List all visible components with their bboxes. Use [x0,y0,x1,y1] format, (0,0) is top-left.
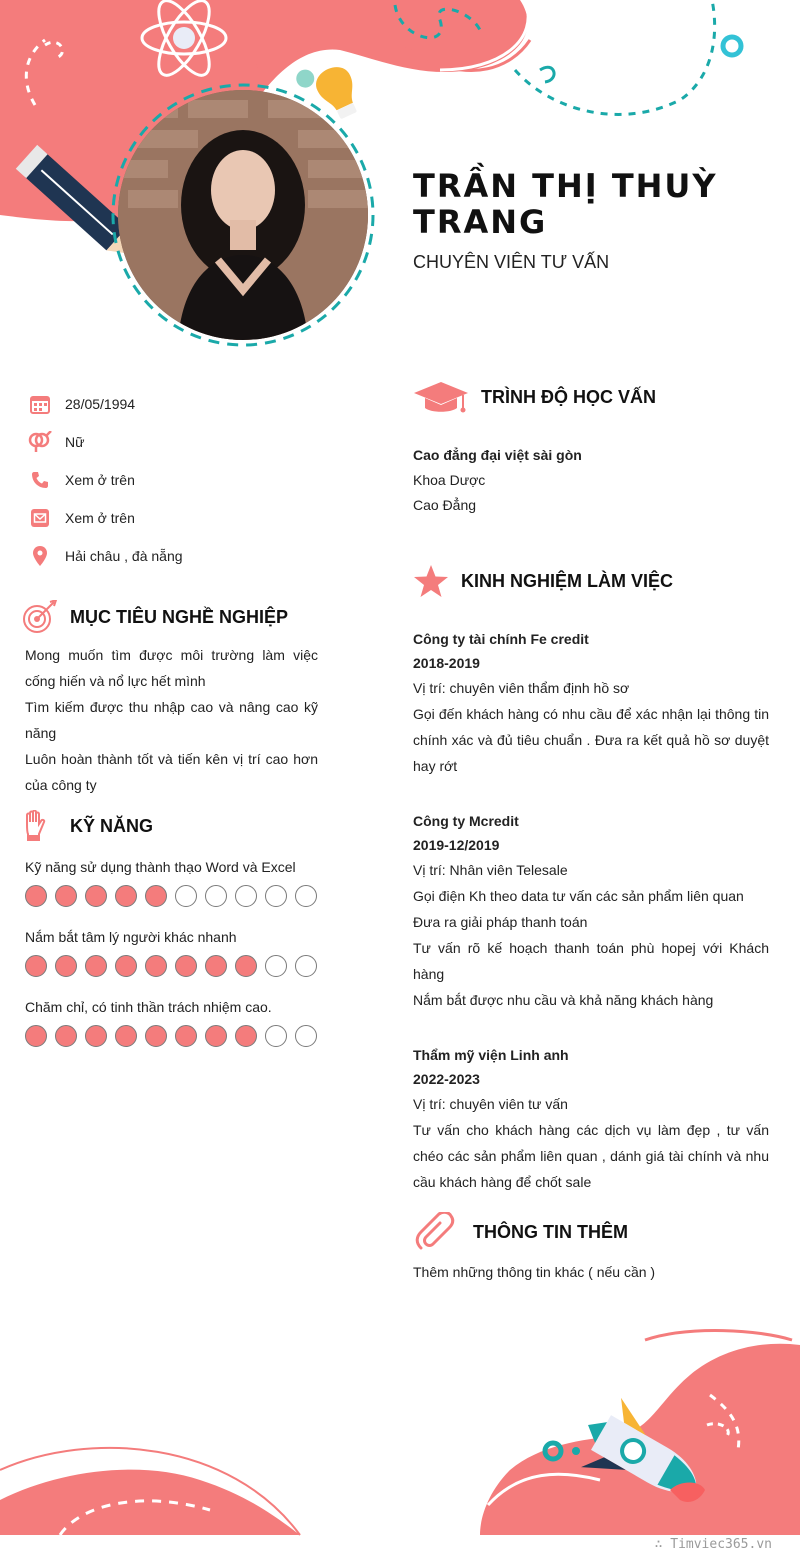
skill-name: Chăm chỉ, có tinh thần trách nhiệm cao. [25,999,272,1015]
contact-value: Xem ở trên [65,472,135,488]
contact-address [28,537,348,575]
rating-dot-empty [295,955,317,977]
contact-value: 28/05/1994 [65,396,136,412]
experience-item [413,627,769,779]
rating-dot-filled [85,955,107,977]
experience-line: Vị trí: Nhân viên Telesale [413,862,568,878]
rating-dot-filled [115,1025,137,1047]
contact-phone [28,461,348,499]
rating-dot-empty [265,1025,287,1047]
rating-dot-filled [145,885,167,907]
objective-line: Luôn hoàn thành tốt và tiến kên vị trí cao hơn của công ty [25,751,318,793]
paperclip-icon [413,1212,473,1252]
star-icon [413,561,461,601]
skill-name: Nắm bắt tâm lý người khác nhanh [25,929,237,945]
rating-dot-filled [55,1025,77,1047]
skills-heading [22,806,153,846]
work-period: 2019-12/2019 [413,837,500,853]
profile-photo [118,90,368,340]
section-title: KỸ NĂNG [70,815,154,836]
job-title: CHUYÊN VIÊN TƯ VẤN [413,252,610,272]
experience-line: Gọi điện Kh theo data tư vấn các sản phẩm liên quan [413,888,744,904]
rating-dot-filled [235,1025,257,1047]
rating-dot-empty [205,885,227,907]
rating-dot-filled [55,955,77,977]
rating-dot-filled [205,955,227,977]
skill-rating [25,955,325,979]
rating-dot-filled [175,955,197,977]
phone-icon [28,469,52,491]
rating-dot-empty [265,885,287,907]
contact-value: Xem ở trên [65,510,135,526]
skills-list [25,855,325,1065]
contact-gender [28,423,348,461]
target-icon [22,597,70,637]
profile-photo-frame [110,82,376,348]
contact-birthdate [28,385,348,423]
candidate-name: TRẦN THỊ THUỲ TRANG [413,167,718,241]
experience-line: Nắm bắt được nhu cầu và khả năng khách hàng [413,992,714,1008]
rating-dot-filled [235,955,257,977]
rating-dot-filled [85,1025,107,1047]
rating-dot-filled [205,1025,227,1047]
rating-dot-filled [25,1025,47,1047]
contact-value: Hải châu , đà nẵng [65,548,183,564]
experience-line: Tư vấn rõ kế hoạch thanh toán phù hopej với Khách hàng [413,940,769,982]
section-title: KINH NGHIỆM LÀM VIỆC [461,570,674,591]
skill-rating [25,885,325,909]
company-name: Công ty Mcredit [413,813,519,829]
experience-line: Vị trí: chuyên viên thẩm định hồ sơ [413,680,630,696]
rating-dot-filled [115,885,137,907]
education-heading [413,377,656,417]
school-name: Cao đẳng đại việt sài gòn [413,447,582,463]
education-block [413,443,582,518]
rating-dot-filled [175,1025,197,1047]
rating-dot-empty [265,955,287,977]
rating-dot-empty [295,885,317,907]
experience-item [413,1043,769,1195]
rating-dot-filled [25,955,47,977]
rating-dot-empty [235,885,257,907]
experience-heading [413,561,673,601]
rating-dot-filled [55,885,77,907]
location-pin-icon [28,545,52,567]
email-icon [28,507,52,529]
objective-text [25,642,318,798]
degree: Cao Đẳng [413,497,477,513]
rating-dot-filled [85,885,107,907]
work-period: 2018-2019 [413,655,480,671]
gender-icon [28,431,52,453]
additional-heading [413,1212,628,1252]
graduation-cap-icon [413,377,481,417]
work-period: 2022-2023 [413,1071,480,1087]
major: Khoa Dược [413,472,486,488]
section-title: THÔNG TIN THÊM [473,1221,628,1242]
company-name: Công ty tài chính Fe credit [413,631,589,647]
section-title: TRÌNH ĐỘ HỌC VẤN [481,386,656,407]
skill-rating [25,1025,325,1049]
contact-value: Nữ [65,434,85,450]
section-title: MỤC TIÊU NGHỀ NGHIỆP [70,606,289,627]
company-name: Thẩm mỹ viện Linh anh [413,1047,569,1063]
contact-list [28,385,348,575]
watermark: ∴ Timviec365.vn [654,1537,772,1552]
hand-icon [22,806,70,846]
objective-heading [22,597,288,637]
additional-text: Thêm những thông tin khác ( nếu cần ) [413,1264,656,1280]
experience-line: Tư vấn cho khách hàng các dịch vụ làm đẹp , tư vấn chéo các sản phẩm liên quan , dánh giá tài chính và nhu cầu khách hàng để chốt sale [413,1122,769,1190]
skill-name: Kỹ năng sử dụng thành thạo Word và Excel [25,859,296,875]
calendar-icon [28,393,52,415]
experience-item [413,809,769,1013]
experience-line: Đưa ra giải pháp thanh toán [413,914,588,930]
rating-dot-filled [115,955,137,977]
contact-email [28,499,348,537]
objective-line: Tìm kiếm được thu nhập cao và nâng cao kỹ năng [25,699,318,741]
experience-line: Vị trí: chuyên viên tư vấn [413,1096,568,1112]
experience-line: Gọi đến khách hàng có nhu cầu để xác nhận lại thông tin chính xác và đủ tiêu chuẩn . Đưa ra kết quả hồ sơ duyệt hay rớt [413,706,769,774]
rating-dot-empty [175,885,197,907]
objective-line: Mong muốn tìm được môi trường làm việc cống hiến và nổ lực hết mình [25,647,318,689]
footer-decoration [0,1320,800,1561]
rating-dot-filled [145,1025,167,1047]
rating-dot-filled [25,885,47,907]
rating-dot-empty [295,1025,317,1047]
rating-dot-filled [145,955,167,977]
